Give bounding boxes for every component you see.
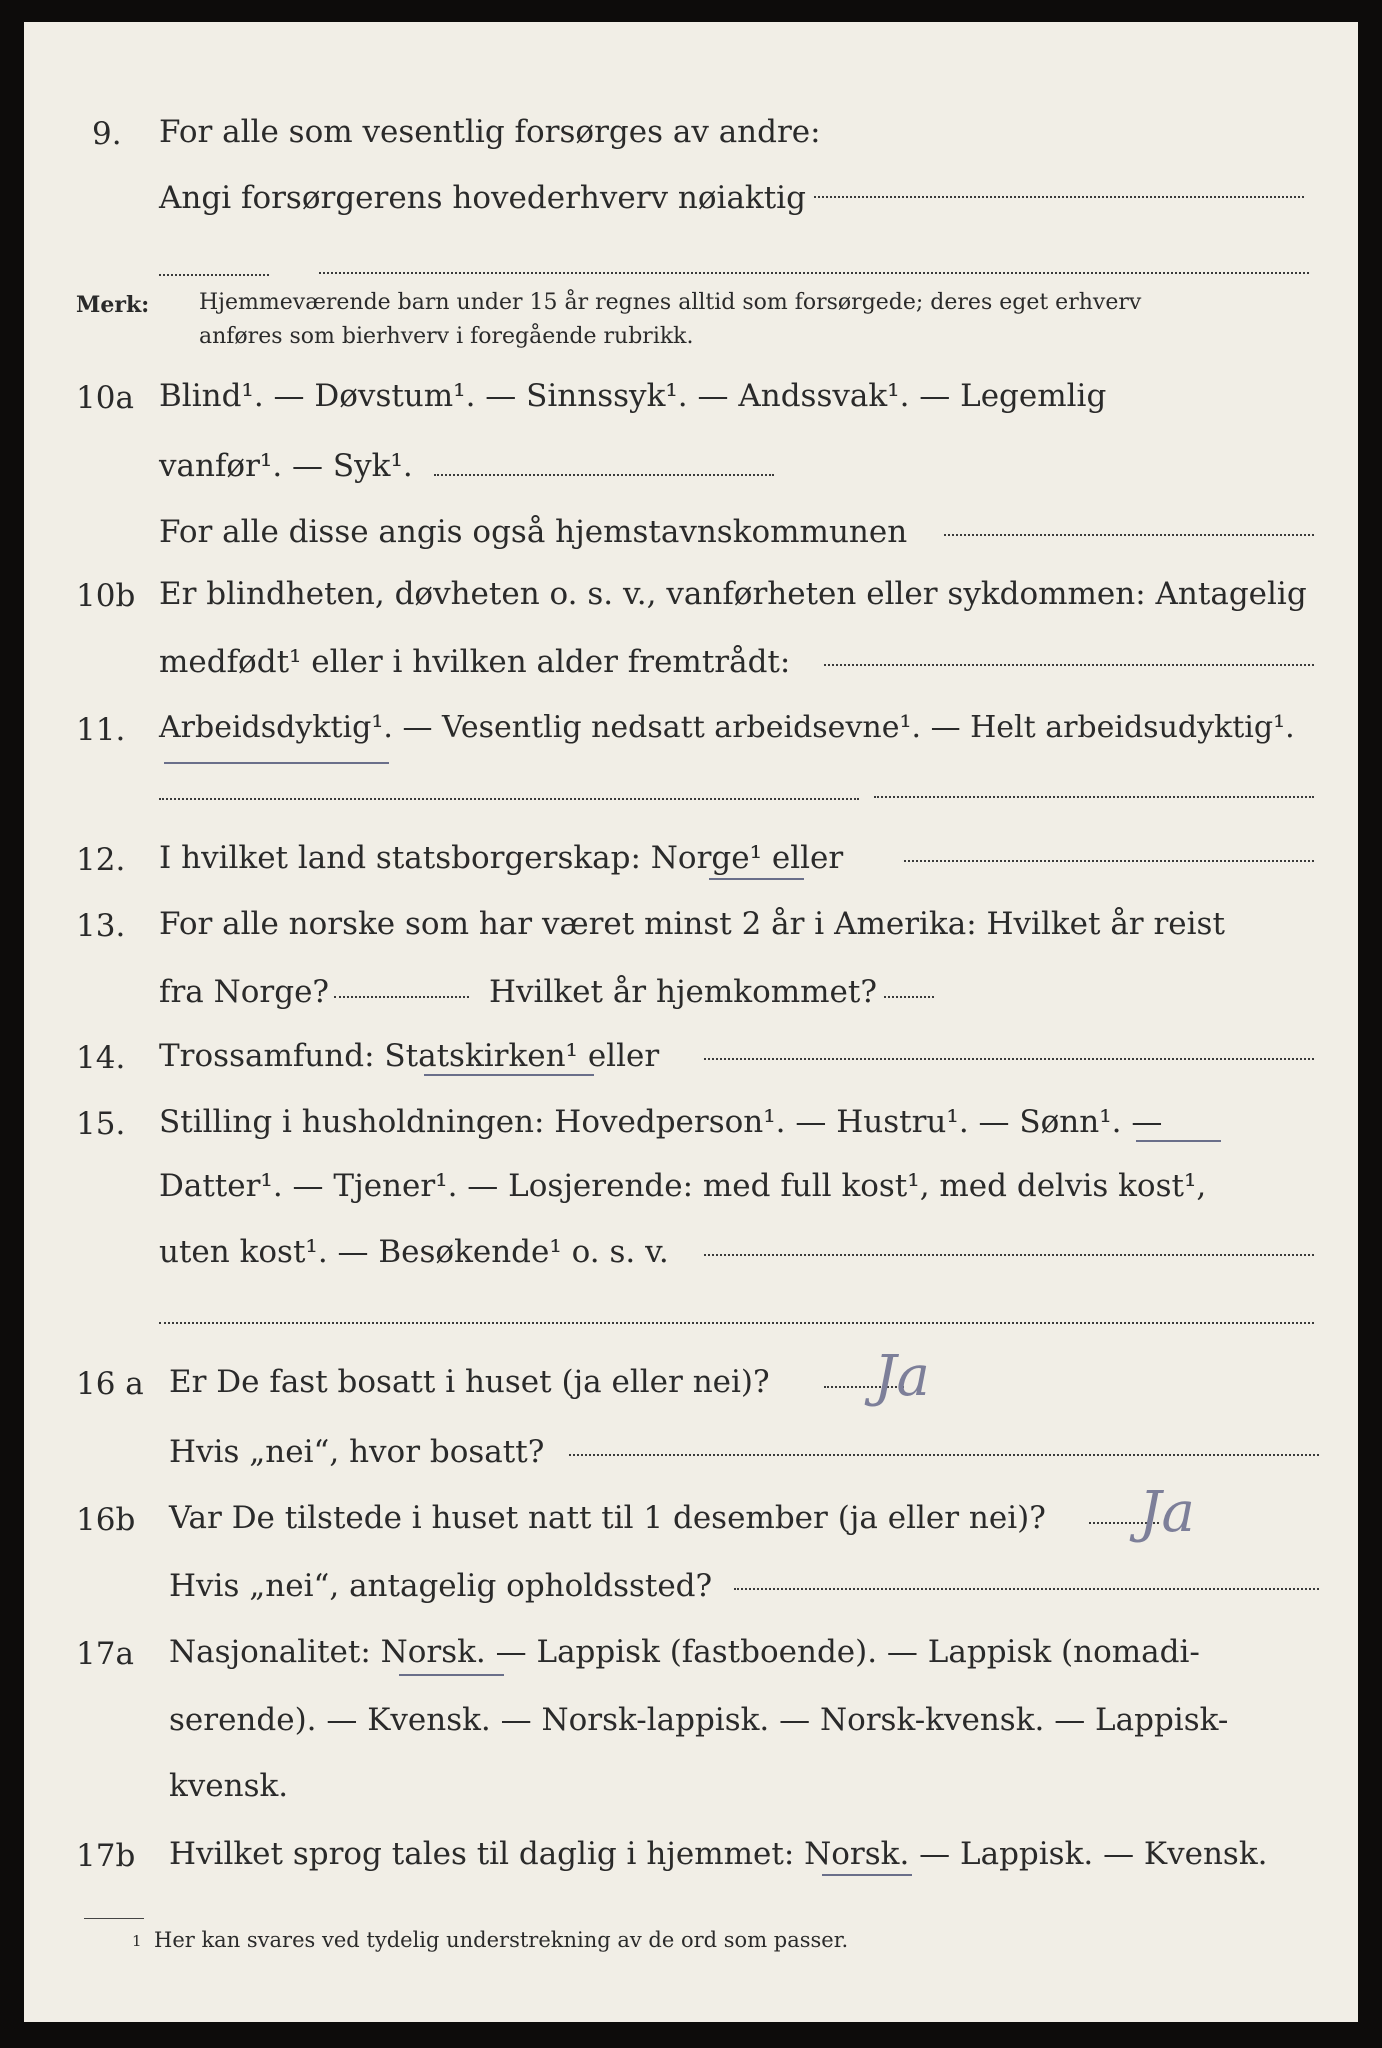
merk-label: Merk: [76, 292, 150, 318]
q13-reist-line [334, 996, 469, 998]
q9-answer-line-2a [159, 274, 269, 276]
q17a-selected-underline [399, 1674, 504, 1676]
q17a-line2: serende). — Kvensk. — Norsk-lappisk. — Norsk-kvensk. — Lappisk- [169, 1702, 1229, 1738]
q15-answer-line-2 [159, 1322, 1314, 1324]
q10a-number: 10a [76, 380, 134, 416]
q9-line1: For alle som vesentlig forsørges av andre: [159, 114, 821, 150]
merk-line2: anføres som bierhverv i foregående rubrikk. [199, 324, 694, 349]
q17b-selected-underline [822, 1874, 912, 1876]
q11-number: 11. [76, 712, 126, 748]
q11-line1: Arbeidsdyktig¹. — Vesentlig nedsatt arbeidsevne¹. — Helt arbeidsudyktig¹. [159, 710, 1295, 745]
q17b-number: 17b [76, 1838, 136, 1874]
q17a-line3: kvensk. [169, 1768, 289, 1804]
q13-number: 13. [76, 908, 126, 944]
q14-line1: Trossamfund: Statskirken¹ eller [159, 1038, 660, 1074]
q17b-line1: Hvilket sprog tales til daglig i hjemmet: Norsk. — Lappisk. — Kvensk. [169, 1836, 1268, 1872]
q17a-line1: Nasjonalitet: Norsk. — Lappisk (fastboende). — Lappisk (nomadi- [169, 1634, 1200, 1670]
q14-selected-underline [424, 1074, 594, 1076]
q16b-handwritten-answer: Ja [1139, 1480, 1195, 1545]
q16a-bosatt-line [569, 1454, 1319, 1456]
q10b-number: 10b [76, 578, 136, 614]
q16b-number: 16b [76, 1502, 136, 1538]
census-form-page [24, 22, 1358, 2022]
q13-line2a: fra Norge? [159, 974, 330, 1010]
merk-line1: Hjemmeværende barn under 15 år regnes alltid som forsørgede; deres eget erhverv [199, 290, 1142, 315]
q12-selected-underline [709, 878, 804, 880]
q13-line1: For alle norske som har været minst 2 år i Amerika: Hvilket år reist [159, 906, 1225, 942]
footnote-mark: 1 [132, 1932, 142, 1950]
q15-line3: uten kost¹. — Besøkende¹ o. s. v. [159, 1234, 669, 1270]
q11-answer-line-b [874, 796, 1314, 798]
q10a-line2: vanfør¹. — Syk¹. [159, 448, 413, 484]
q11-selected-underline [164, 762, 389, 764]
q11-answer-line-a [159, 798, 859, 800]
q10a-line3: For alle disse angis også hjemstavnskommunen [159, 514, 908, 550]
q14-answer-line [704, 1058, 1314, 1060]
q16b-opholdssted-line [734, 1588, 1319, 1590]
q10a-answer-line [434, 474, 774, 476]
q10b-line1: Er blindheten, døvheten o. s. v., vanførheten eller sykdommen: Antagelig [159, 576, 1307, 612]
q12-answer-line [904, 860, 1314, 862]
q16a-line1: Er De fast bosatt i huset (ja eller nei)? [169, 1364, 770, 1400]
q16b-line2: Hvis „nei“, antagelig opholdssted? [169, 1568, 713, 1604]
q16a-line2: Hvis „nei“, hvor bosatt? [169, 1434, 545, 1470]
footnote-text: Her kan svares ved tydelig understrekning av de ord som passer. [154, 1928, 849, 1952]
q12-number: 12. [76, 842, 126, 878]
q9-number: 9. [92, 116, 122, 152]
q9-answer-line [814, 196, 1304, 198]
q16a-number: 16 a [76, 1366, 144, 1402]
footnote-rule [84, 1918, 144, 1919]
q14-number: 14. [76, 1040, 126, 1076]
q10a-hjemstavn-line [944, 534, 1314, 536]
q15-line1: Stilling i husholdningen: Hovedperson¹. — Hustru¹. — Sønn¹. — [159, 1104, 1163, 1140]
q16b-line1: Var De tilstede i huset natt til 1 desember (ja eller nei)? [169, 1500, 1046, 1536]
q9-line2: Angi forsørgerens hovederhverv nøiaktig [159, 180, 806, 216]
q10b-line2: medfødt¹ eller i hvilken alder fremtrådt: [159, 644, 791, 680]
q13-line2b: Hvilket år hjemkommet? [489, 974, 877, 1010]
q17a-number: 17a [76, 1636, 134, 1672]
q15-selected-underline [1136, 1140, 1221, 1142]
q13-hjemkommet-line [884, 996, 934, 998]
q10b-answer-line [824, 664, 1314, 666]
q9-answer-line-2b [319, 272, 1309, 274]
q15-number: 15. [76, 1106, 126, 1142]
q12-line1: I hvilket land statsborgerskap: Norge¹ eller [159, 840, 844, 876]
q15-line2: Datter¹. — Tjener¹. — Losjerende: med full kost¹, med delvis kost¹, [159, 1168, 1207, 1204]
q15-answer-line [704, 1254, 1314, 1256]
q10a-line1: Blind¹. — Døvstum¹. — Sinnssyk¹. — Andssvak¹. — Legemlig [159, 378, 1107, 414]
q16a-handwritten-answer: Ja [874, 1344, 930, 1409]
